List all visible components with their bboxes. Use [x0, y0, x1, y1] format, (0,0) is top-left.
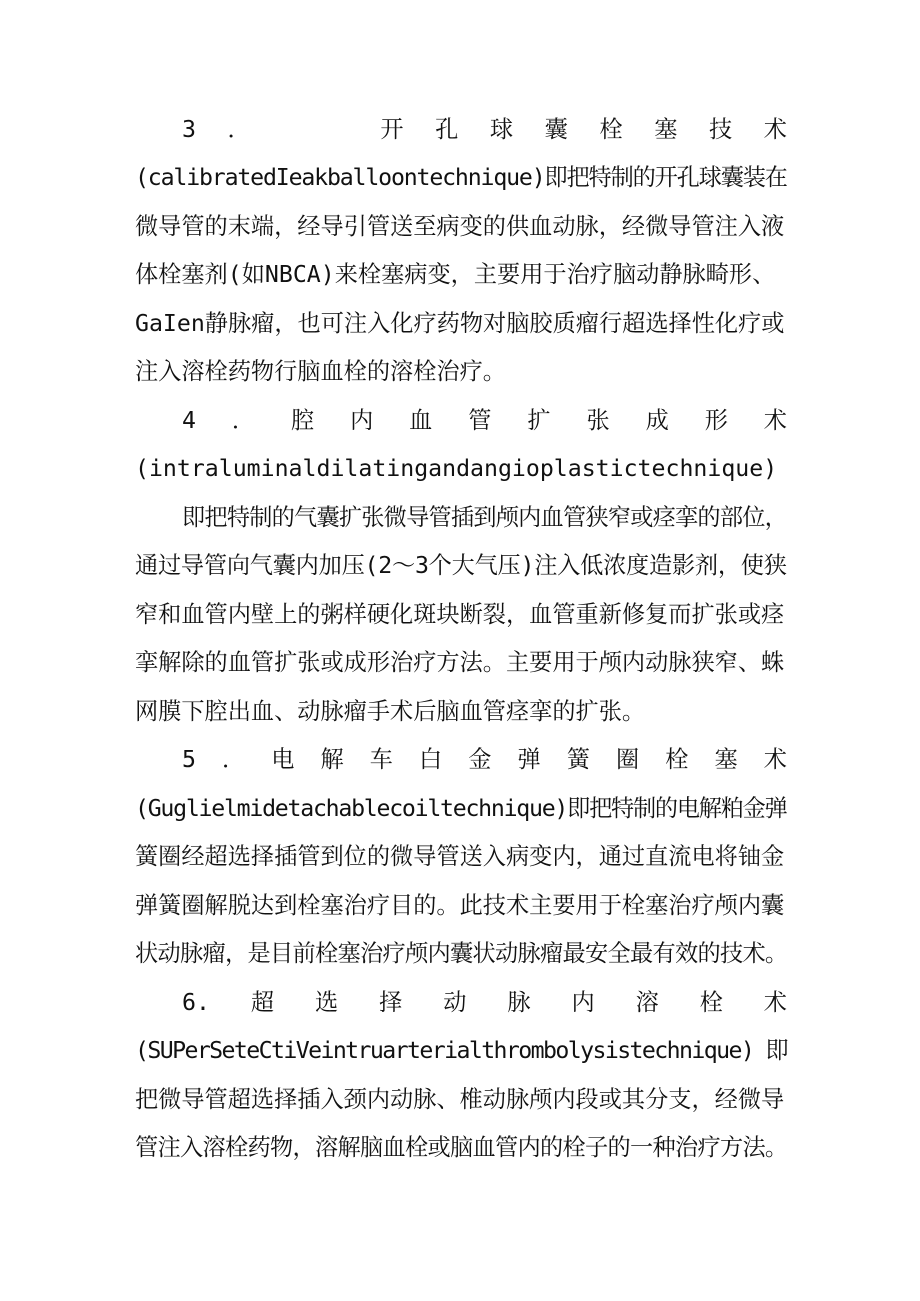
section-6-heading: 6.超选择动脉内溶栓术	[182, 989, 787, 1016]
section-5-line-2: 簧圈经超选择插管到位的微导管送入病变内，通过直流电将铀金	[135, 843, 785, 870]
section-4-paragraph-line-3: 窄和血管内壁上的粥样硬化斑块断裂，血管重新修复而扩张或痉	[135, 601, 785, 628]
section-3-line-3: 体栓塞剂(如NBCA)来栓塞病变，主要用于治疗脑动静脉畸形、	[135, 261, 776, 288]
section-3-line-1: (calibratedIeakballoontechnique)即把特制的开孔球囊装在	[135, 164, 787, 191]
section-3-line-2: 微导管的末端，经导引管送至病变的供血动脉，经微导管注入液	[135, 213, 785, 240]
section-6-line-1: (SUPerSeteCtiVeintruarterialthrombolysistechnique) 即	[135, 1037, 788, 1064]
section-4-paragraph-line-1: 即把特制的气囊扩张微导管插到颅内血管狭窄或痉挛的部位，	[182, 504, 788, 531]
section-6-line-2: 把微导管超选择插入颈内动脉、椎动脉颅内段或其分支，经微导	[135, 1086, 785, 1113]
section-5-heading: 5．电解车白金弹簧圈栓塞术	[182, 746, 787, 773]
section-3-line-5: 注入溶栓药物行脑血栓的溶栓治疗。	[135, 358, 506, 385]
section-4-heading: 4．腔内血管扩张成形术	[182, 407, 787, 434]
section-4-paragraph-line-4: 挛解除的血管扩张或成形治疗方法。主要用于颅内动脉狭窄、蛛	[135, 649, 785, 676]
section-3-heading: 3． 开孔球囊栓塞技术	[182, 116, 787, 143]
section-6-line-3: 管注入溶栓药物，溶解脑血栓或脑血管内的栓子的一种治疗方法。	[135, 1134, 788, 1161]
section-4-line-1: (intraluminaldilatingandangioplastictechnique)	[135, 455, 778, 482]
section-5-line-3: 弹簧圈解脱达到栓塞治疗目的。此技术主要用于栓塞治疗颅内囊	[135, 892, 785, 919]
section-5-line-1: (Guglielmidetachablecoiltechnique)即把特制的电解粕金弹	[135, 795, 787, 822]
section-4-paragraph-line-5: 网膜下腔出血、动脉瘤手术后脑血管痉挛的扩张。	[135, 698, 646, 725]
section-3-line-4: GaIen静脉瘤，也可注入化疗药物对脑胶质瘤行超选择性化疗或	[135, 310, 785, 337]
section-5-line-4: 状动脉瘤，是目前栓塞治疗颅内囊状动脉瘤最安全最有效的技术。	[135, 940, 788, 967]
section-4-paragraph-line-2: 通过导管向气囊内加压(2～3个大气压)注入低浓度造影剂，使狭	[135, 552, 787, 579]
